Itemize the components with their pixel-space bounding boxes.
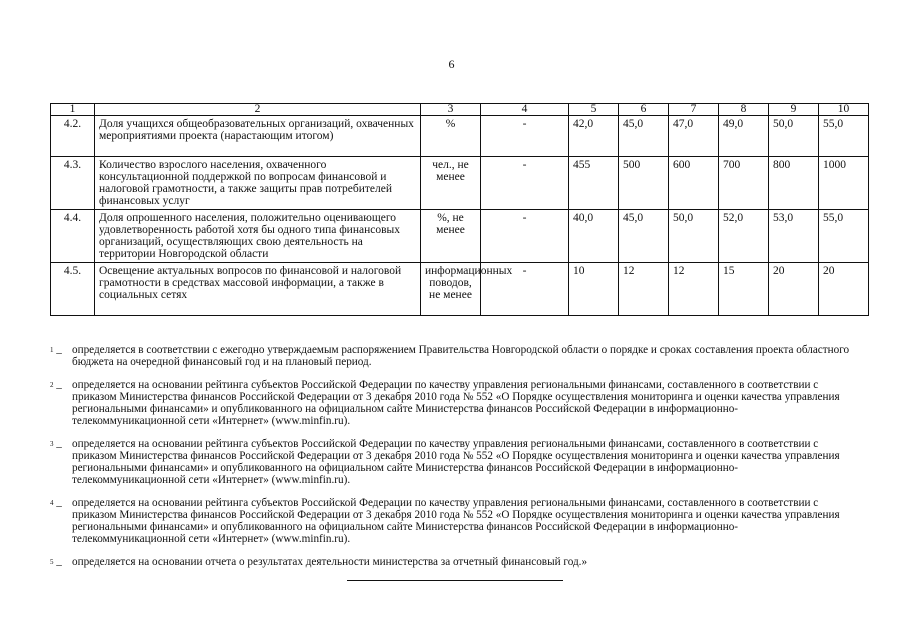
- value-cell: 53,0: [769, 210, 819, 263]
- footnote-text: определяется на основании рейтинга субъектов Российской Федерации по качеству управления региональными финансами, составленного в соответствии с приказом Министерства финансов Российской Федерации от 3 декабря 2010 года № 552 «О Порядке осуществления мониторинга и оценки качества управления региональными финансами» и опубликованного на официальном сайте Министерства финансов Российской Федерации в информационно-телекоммуникационной сети «Интернет» (www.minfin.ru).: [72, 438, 840, 486]
- base-value-cell: -: [481, 263, 569, 316]
- value-cell: 500: [619, 157, 669, 210]
- page-number: 6: [448, 57, 455, 71]
- base-value-cell: -: [481, 210, 569, 263]
- value-cell: 12: [669, 263, 719, 316]
- value-cell: 12: [619, 263, 669, 316]
- header-cell: 9: [769, 104, 819, 116]
- value-cell: 10: [569, 263, 619, 316]
- footnote: [50, 379, 850, 427]
- footnote-text: определяется в соответствии с ежегодно утверждаемым распоряжением Правительства Новгородской области о порядке и сроках составления проекта областного бюджета на очередной финансовый год и на плановый период.: [72, 344, 850, 368]
- header-cell: 1: [51, 104, 95, 116]
- unit-cell: чел., не менее: [421, 157, 481, 210]
- base-value-cell: -: [481, 116, 569, 157]
- value-cell: 50,0: [669, 210, 719, 263]
- footnote: [50, 497, 850, 545]
- indicator-name: Количество взрослого населения, охваченного консультационной поддержкой по вопросам финансовой и налоговой грамотности, а также защиты прав потребителей финансовых услуг: [95, 157, 421, 210]
- row-number: 4.5.: [51, 263, 95, 316]
- footnote-mark: $^5$ –: [50, 558, 62, 571]
- value-cell: 20: [769, 263, 819, 316]
- value-cell: 700: [719, 157, 769, 210]
- value-cell: 40,0: [569, 210, 619, 263]
- footnote: [50, 556, 850, 571]
- indicator-name: Доля учащихся общеобразовательных организаций, охваченных мероприятиями проекта (нарастающим итогом): [95, 116, 421, 157]
- indicators-table: [50, 103, 869, 316]
- header-cell: 3: [421, 104, 481, 116]
- footnote: [50, 344, 850, 368]
- row-number: 4.2.: [51, 116, 95, 157]
- footnote-mark: $^1$ –: [50, 346, 62, 359]
- value-cell: 45,0: [619, 210, 669, 263]
- value-cell: 800: [769, 157, 819, 210]
- table-row: [51, 116, 869, 157]
- table-row: [51, 263, 869, 316]
- footnotes: [50, 344, 850, 582]
- table-row: [51, 210, 869, 263]
- indicator-name: Освещение актуальных вопросов по финансовой и налоговой грамотности в средствах массовой информации, а также в социальных сетях: [95, 263, 421, 316]
- table-row: [51, 157, 869, 210]
- value-cell: 55,0: [819, 116, 869, 157]
- value-cell: 52,0: [719, 210, 769, 263]
- header-cell: 4: [481, 104, 569, 116]
- header-cell: 5: [569, 104, 619, 116]
- value-cell: 15: [719, 263, 769, 316]
- header-row: [51, 104, 869, 116]
- header-cell: 7: [669, 104, 719, 116]
- value-cell: 47,0: [669, 116, 719, 157]
- value-cell: 42,0: [569, 116, 619, 157]
- value-cell: 1000: [819, 157, 869, 210]
- value-cell: 55,0: [819, 210, 869, 263]
- footnote-mark: $^4$ –: [50, 499, 62, 512]
- value-cell: 600: [669, 157, 719, 210]
- value-cell: 20: [819, 263, 869, 316]
- footnote: [50, 438, 850, 486]
- value-cell: 45,0: [619, 116, 669, 157]
- footnote-text: определяется на основании рейтинга субъектов Российской Федерации по качеству управления региональными финансами, составленного в соответствии с приказом Министерства финансов Российской Федерации от 3 декабря 2010 года № 552 «О Порядке осуществления мониторинга и оценки качества управления региональными финансами» и опубликованного на официальном сайте Министерства финансов Российской Федерации в информационно-телекоммуникационной сети «Интернет» (www.minfin.ru).: [72, 497, 840, 545]
- footnote-mark: $^3$ –: [50, 440, 62, 453]
- indicator-name: Доля опрошенного населения, положительно оценивающего удовлетворенность работой хотя бы одного типа финансовых организаций, осуществляющих свою деятельность на территории Новгородской области: [95, 210, 421, 263]
- header-cell: 8: [719, 104, 769, 116]
- end-rule: [347, 580, 563, 581]
- unit-cell: информационных поводов, не менее: [421, 263, 481, 316]
- unit-cell: %, не менее: [421, 210, 481, 263]
- row-number: 4.4.: [51, 210, 95, 263]
- row-number: 4.3.: [51, 157, 95, 210]
- value-cell: 50,0: [769, 116, 819, 157]
- value-cell: 455: [569, 157, 619, 210]
- header-cell: 6: [619, 104, 669, 116]
- unit-cell: %: [421, 116, 481, 157]
- footnote-text: определяется на основании рейтинга субъектов Российской Федерации по качеству управления региональными финансами, составленного в соответствии с приказом Министерства финансов Российской Федерации от 3 декабря 2010 года № 552 «О Порядке осуществления мониторинга и оценки качества управления региональными финансами» и опубликованного на официальном сайте Министерства финансов Российской Федерации в информационно-телекоммуникационной сети «Интернет» (www.minfin.ru).: [72, 379, 840, 427]
- value-cell: 49,0: [719, 116, 769, 157]
- footnote-text: определяется на основании отчета о результатах деятельности министерства за отчетный финансовый год.»: [72, 556, 588, 568]
- header-cell: 2: [95, 104, 421, 116]
- header-cell: 10: [819, 104, 869, 116]
- footnote-mark: $^2$ –: [50, 381, 62, 394]
- base-value-cell: -: [481, 157, 569, 210]
